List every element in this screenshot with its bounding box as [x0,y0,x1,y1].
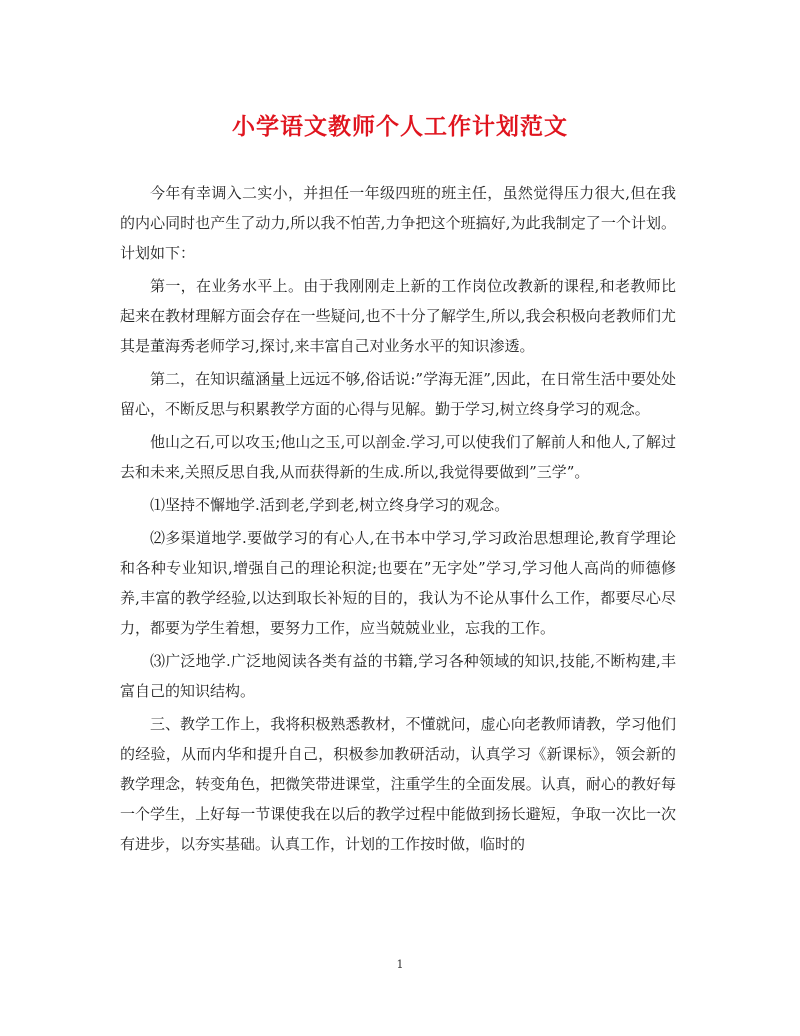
paragraph-item-3: ⑶广泛地学.广泛地阅读各类有益的书籍,学习各种领域的知识,技能,不断构建,丰富自己的知识结构。 [120,652,676,700]
paragraph-three-learnings: 他山之石,可以攻玉;他山之玉,可以剖金.学习,可以使我们了解前人和他人,了解过去和未来,关照反思自我,从而获得新的生成.所以,我觉得要做到”三学”。 [120,433,676,481]
paragraph-second: 第二，在知识蕴涵量上远远不够,俗话说:”学海无涯”,因此，在日常生活中要处处留心，不断反思与积累教学方面的心得与见解。勤于学习,树立终身学习的观念。 [120,370,676,418]
document-body [120,178,676,862]
document-title: 小学语文教师个人工作计划范文 [232,113,568,140]
paragraph-intro: 今年有幸调入二实小，并担任一年级四班的班主任，虽然觉得压力很大,但在我的内心同时也产生了动力,所以我不怕苦,力争把这个班搞好,为此我制定了一个计划。计划如下： [120,184,676,262]
paragraph-item-2: ⑵多渠道地学.要做学习的有心人,在书本中学习,学习政治思想理论,教育学理论和各种专业知识,增强自己的理论积淀;也要在”无字处”学习,学习他人高尚的师德修养,丰富的教学经验,以达到取长补短的目的，我认为不论从事什么工作，都要尽心尽力，都要为学生着想，要努力工作，应当兢兢业业，忘我的工作。 [120,529,676,637]
paragraph-item-1: ⑴坚持不懈地学.活到老,学到老,树立终身学习的观念。 [150,496,510,514]
page-number: 1 [396,958,404,971]
paragraph-teaching-work: 三、教学工作上，我将积极熟悉教材，不懂就问，虚心向老教师请教，学习他们的经验，从而内华和提升自己，积极参加教研活动，认真学习《新课标》，领会新的教学理念，转变角色，把微笑带进课堂，注重学生的全面发展。认真，耐心的教好每一个学生，上好每一节课使我在以后的教学过程中能做到扬长避短，争取一次比一次有进步，以夯实基础。认真工作，计划的工作按时做，临时的 [120,715,676,853]
paragraph-first: 第一，在业务水平上。由于我刚刚走上新的工作岗位改教新的课程,和老教师比起来在教材理解方面会存在一些疑问,也不十分了解学生,所以,我会积极向老教师们尤其是董海秀老师学习,探讨,来丰富自己对业务水平的知识渗透。 [120,277,676,355]
